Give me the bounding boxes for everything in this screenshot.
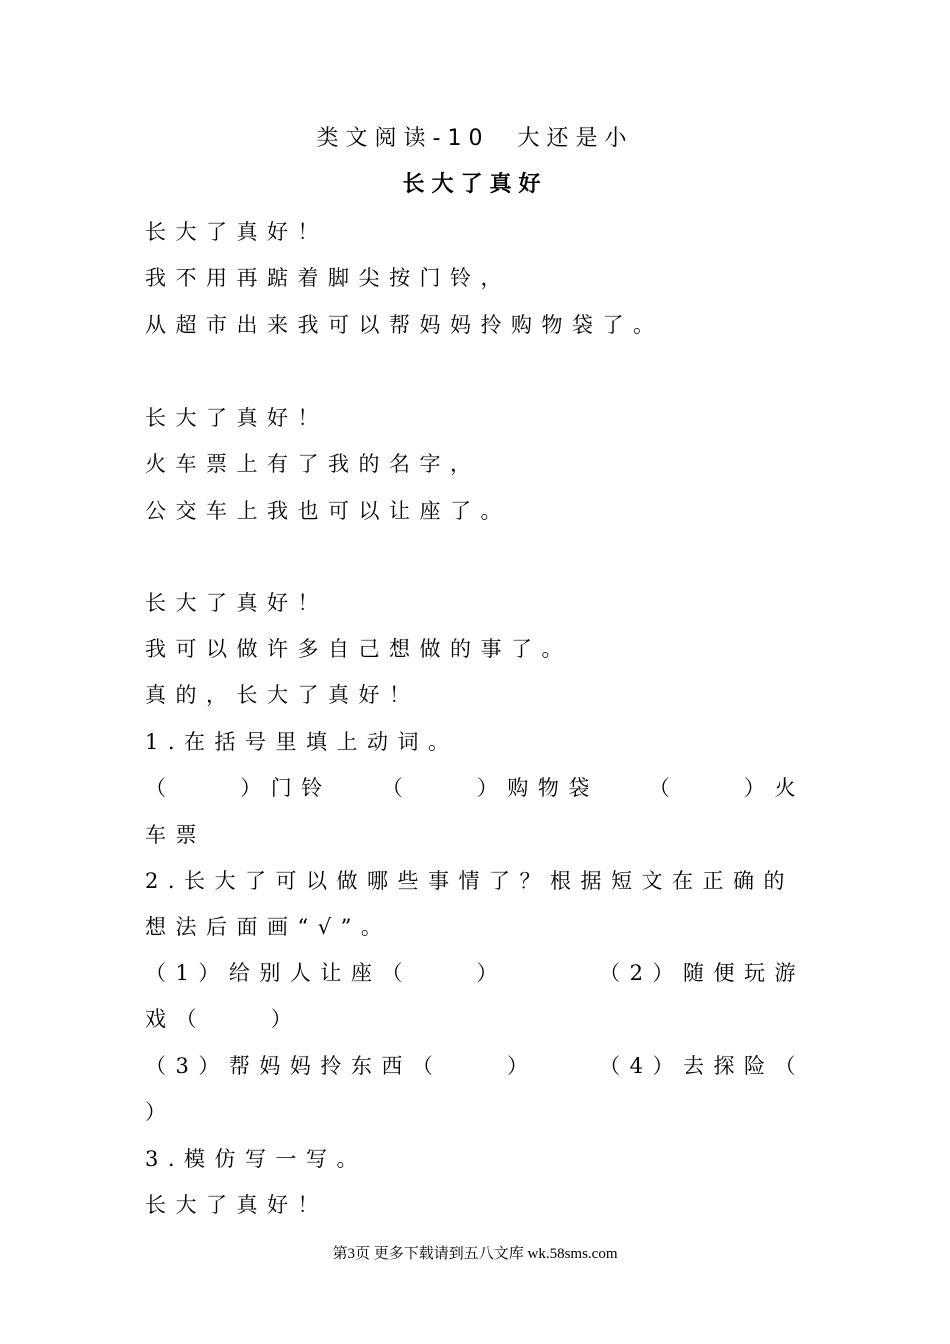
question-1-prompt: 1.在括号里填上动词。	[145, 730, 459, 754]
question-1-wrap: 车票	[145, 823, 206, 847]
blank-shopping-bag: （ ）购物袋	[381, 776, 599, 800]
blank-train-ticket: （ ）火	[648, 776, 805, 800]
stanza-2-line-2: 火车票上有了我的名字，	[145, 452, 481, 476]
question-1-blanks	[145, 773, 805, 803]
question-3-line: 长大了真好！	[145, 1193, 328, 1217]
option-1: （1）给别人让座（ ）	[145, 961, 508, 985]
blank-doorbell: （ ）门铃	[145, 776, 332, 800]
stanza-3-line-1: 长大了真好！	[145, 591, 328, 615]
question-2-options-row-2	[145, 1051, 805, 1081]
stanza-1-line-3: 从超市出来我可以帮妈妈拎购物袋了。	[145, 313, 664, 337]
stanza-1-line-1: 长大了真好！	[145, 220, 328, 244]
question-2-prompt-line-1: 2.长大了可以做哪些事情了？根据短文在正确的	[145, 869, 795, 893]
question-3-prompt: 3.模仿写一写。	[145, 1147, 368, 1171]
stanza-2-line-1: 长大了真好！	[145, 406, 328, 430]
option-3: （3）帮妈妈拎东西（ ）	[145, 1054, 538, 1078]
question-2-prompt-line-2: 想法后面画“√”。	[145, 915, 392, 939]
stanza-2-line-3: 公交车上我也可以让座了。	[145, 499, 511, 523]
stanza-3-line-2: 我可以做许多自己想做的事了。	[145, 637, 572, 661]
option-4-start: （4）去探险（	[599, 1054, 805, 1078]
option-4-wrap: ）	[145, 1100, 176, 1124]
stanza-1-line-2: 我不用再踮着脚尖按门铃，	[145, 266, 511, 290]
option-2-wrap: 戏（ ）	[145, 1007, 302, 1031]
page-footer: 第3页 更多下载请到五八文库 wk.58sms.com	[332, 1246, 618, 1262]
document-title: 类文阅读-10 大还是小	[316, 126, 634, 151]
poem-title: 长大了真好	[402, 172, 548, 197]
stanza-3-line-3: 真的，长大了真好！	[145, 683, 420, 707]
option-2-start: （2）随便玩游	[599, 961, 805, 985]
question-2-options-row-1	[145, 958, 805, 988]
